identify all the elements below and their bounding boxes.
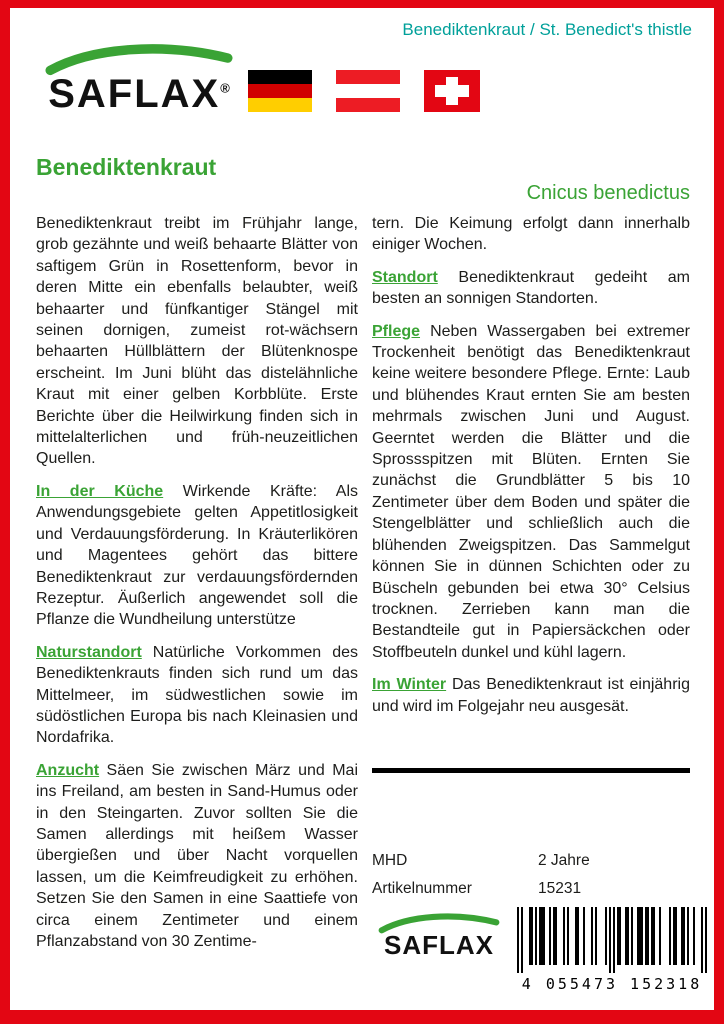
section-naturstandort [36, 642, 358, 749]
red-border-left [0, 0, 10, 1024]
brand-wordmark [38, 73, 240, 115]
mhd-row [372, 847, 708, 875]
section-body: Das Benediktenkraut ist einjährig und wird im Folgejahr neu ausgesät. [372, 676, 690, 715]
section-heading: Anzucht [36, 761, 100, 779]
divider-bar [372, 768, 690, 773]
section-anzucht [36, 760, 358, 953]
austria-flag-icon [336, 70, 400, 112]
section-body: Säen Sie zwischen März und Mai ins Freiland, am besten in Sand-Humus oder in den Steingarten. Zuvor sollten Sie die Samen allerdings mit heißem Wasser übergießen und über Nacht vorquellen lassen, um die Keimfreudigkeit zu erhöhen. Setzen Sie den Samen in eine Saattiefe von circa einem Zentimeter und einem Pflanzabstand von 30 Zentime- [36, 761, 359, 950]
left-column [36, 213, 358, 963]
brand-name: SAFLAX [384, 930, 494, 960]
section-pflege [372, 321, 690, 664]
barcode-digits: 4 055473 152318 [521, 975, 703, 993]
mhd-label: MHD [372, 852, 408, 869]
section-standort [372, 267, 690, 310]
red-border-bottom [0, 1010, 724, 1024]
latin-name: Cnicus benedictus [526, 182, 690, 204]
right-column [372, 213, 690, 728]
registered-mark: ® [220, 80, 230, 96]
flags-row [248, 70, 480, 112]
section-body: Wirkende Kräfte: Als Anwendungsgebiete gelten Appetitlosigkeit und Verdauungsförderung. In Kräuterlikören und Magentees gehört das bittere Benediktenkraut zur verdauungsfördernden Rezeptur. Äußerlich angewendet soll die Pflanze die Wundheilung unterstütze [36, 482, 359, 629]
section-heading: In der Küche [36, 482, 164, 500]
brand-name: SAFLAX [48, 72, 221, 116]
switzerland-flag-icon [424, 70, 480, 112]
germany-flag-icon [248, 70, 312, 112]
section-heading: Im Winter [372, 676, 447, 694]
mhd-value: 2 Jahre [538, 852, 590, 869]
saflax-logo [38, 42, 240, 115]
artikelnummer-row [372, 875, 708, 903]
footer-bottom-row [372, 907, 708, 993]
red-border-right [714, 0, 724, 1024]
section-heading: Pflege [372, 322, 421, 340]
section-im-winter [372, 674, 690, 717]
artikelnummer-value: 15231 [538, 880, 582, 897]
red-border-top [0, 0, 724, 8]
intro-paragraph: Benediktenkraut treibt im Frühjahr lange, grob gezähnte und weiß behaarte Blätter von saftigem Grün in Rosettenform, bevor in deren Mitte ein ebenfalls belaubter, weiß behaarter und fünfkantiger Stängel mit seinen dornigen, zumeist rot-wächsern behaarten Hüllblättern der Blütenknospe erscheint. Im Juni blüht das distelähnliche Kraut mit einer gelben Korbblüte. Erste Berichte über die Heilwirkung finden sich in mittelalterlichen und früh-neuzeitlichen Quellen. [36, 215, 358, 468]
artikelnummer-label: Artikelnummer [372, 880, 472, 897]
barcode-bars [517, 907, 707, 973]
section-heading: Standort [372, 268, 438, 286]
section-body: Neben Wassergaben bei extremer Trockenheit benötigt das Benediktenkraut keine weitere besondere Pflege. Ernte: Laub und blühendes Kraut ernten Sie am besten mehrmals zwischen Juni und August. Geerntet werden die Blätter und die Sprossspitzen mit Blüten. Ernten Sie zunächst die Grundblätter 5 bis 10 Zentimeter über dem Boden und später die Stengelblätter und schließlich auch die blühenden Zweigspitzen. Das Sammelgut können Sie in dünnen Schichten oder zu Büscheln gebunden bei etwa 30° Celsius trocknen. Zerrieben kann man die Bestandteile gut in Papiersäckchen oder Stoffbeuteln dunkel und kühl lagern. [372, 322, 690, 661]
page-title: Benediktenkraut [36, 154, 217, 180]
section-heading: Naturstandort [36, 643, 142, 661]
product-info [372, 847, 708, 903]
section-in-der-kueche [36, 481, 358, 631]
continuation-paragraph: tern. Die Keimung erfolgt dann innerhalb einiger Wochen. [372, 215, 690, 254]
section-body: Benediktenkraut gedeiht am besten an sonnigen Standorten. [372, 268, 690, 308]
brush-stroke-icon [43, 42, 235, 76]
product-title-bilingual: Benediktenkraut / St. Benedict's thistle [402, 20, 692, 39]
barcode [516, 907, 708, 993]
brand-wordmark [372, 932, 506, 959]
saflax-logo-small [372, 907, 506, 959]
footer [372, 768, 708, 993]
section-body: Natürliche Vorkommen des Benediktenkrauts finden sich rund um das Mittelmeer, im südwestlichen sowie im südöstlichen Europa bis nach Kleinasien und Nordafrika. [36, 643, 359, 747]
